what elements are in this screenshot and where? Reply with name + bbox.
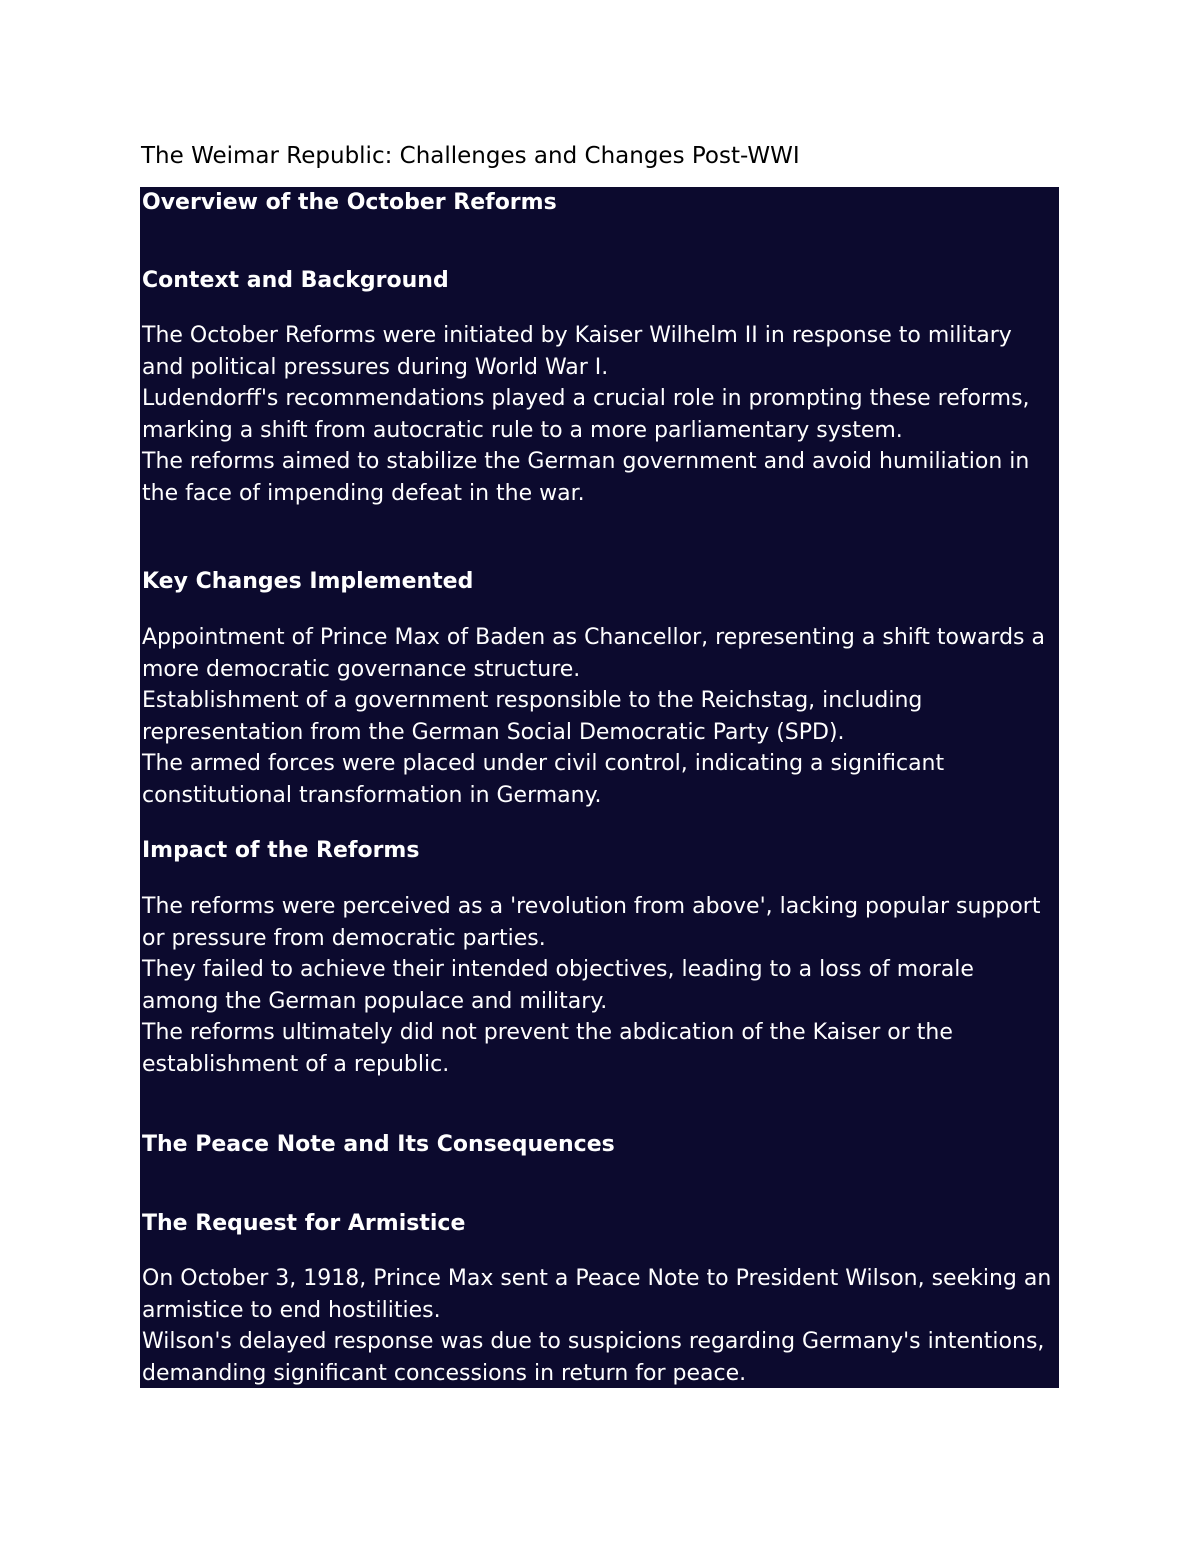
section-heading-peace-note: The Peace Note and Its Consequences	[142, 1132, 615, 1157]
paragraph: Wilson's delayed response was due to suspicions regarding Germany's intentions, demanding significant concessions in return for peace.	[142, 1329, 1045, 1386]
section-heading-october-reforms: Overview of the October Reforms	[142, 190, 557, 215]
paragraph-group-armistice	[142, 1263, 1055, 1388]
subsection-heading-impact: Impact of the Reforms	[142, 838, 420, 863]
paragraph-group-key-changes	[142, 622, 1055, 812]
paragraph: The armed forces were placed under civil control, indicating a significant constitutional transformation in Germany.	[142, 751, 945, 808]
paragraph: The reforms were perceived as a 'revolution from above', lacking popular support or pressure from democratic parties.	[142, 894, 1041, 951]
paragraph: Appointment of Prince Max of Baden as Chancellor, representing a shift towards a more democratic governance structure.	[142, 625, 1045, 682]
paragraph: Ludendorff's recommendations played a crucial role in prompting these reforms, marking a shift from autocratic rule to a more parliamentary system.	[142, 386, 1030, 443]
paragraph: On October 3, 1918, Prince Max sent a Peace Note to President Wilson, seeking an armistice to end hostilities.	[142, 1266, 1052, 1323]
document-title: The Weimar Republic: Challenges and Changes Post-WWI	[141, 143, 800, 169]
content-panel	[140, 187, 1059, 1388]
subsection-heading-context: Context and Background	[142, 268, 449, 293]
paragraph: The reforms aimed to stabilize the German government and avoid humiliation in the face of impending defeat in the war.	[142, 449, 1030, 506]
subsection-heading-armistice: The Request for Armistice	[142, 1211, 466, 1236]
paragraph: They failed to achieve their intended objectives, leading to a loss of morale among the German populace and military.	[142, 957, 974, 1014]
paragraph: Establishment of a government responsible to the Reichstag, including representation from the German Social Democratic Party (SPD).	[142, 688, 923, 745]
subsection-heading-key-changes: Key Changes Implemented	[142, 569, 474, 594]
paragraph: The October Reforms were initiated by Kaiser Wilhelm II in response to military and political pressures during World War I.	[142, 323, 1012, 380]
paragraph: The reforms ultimately did not prevent the abdication of the Kaiser or the establishment of a republic.	[142, 1020, 953, 1077]
paragraph-group-impact	[142, 891, 1055, 1081]
paragraph-group-context	[142, 320, 1055, 510]
